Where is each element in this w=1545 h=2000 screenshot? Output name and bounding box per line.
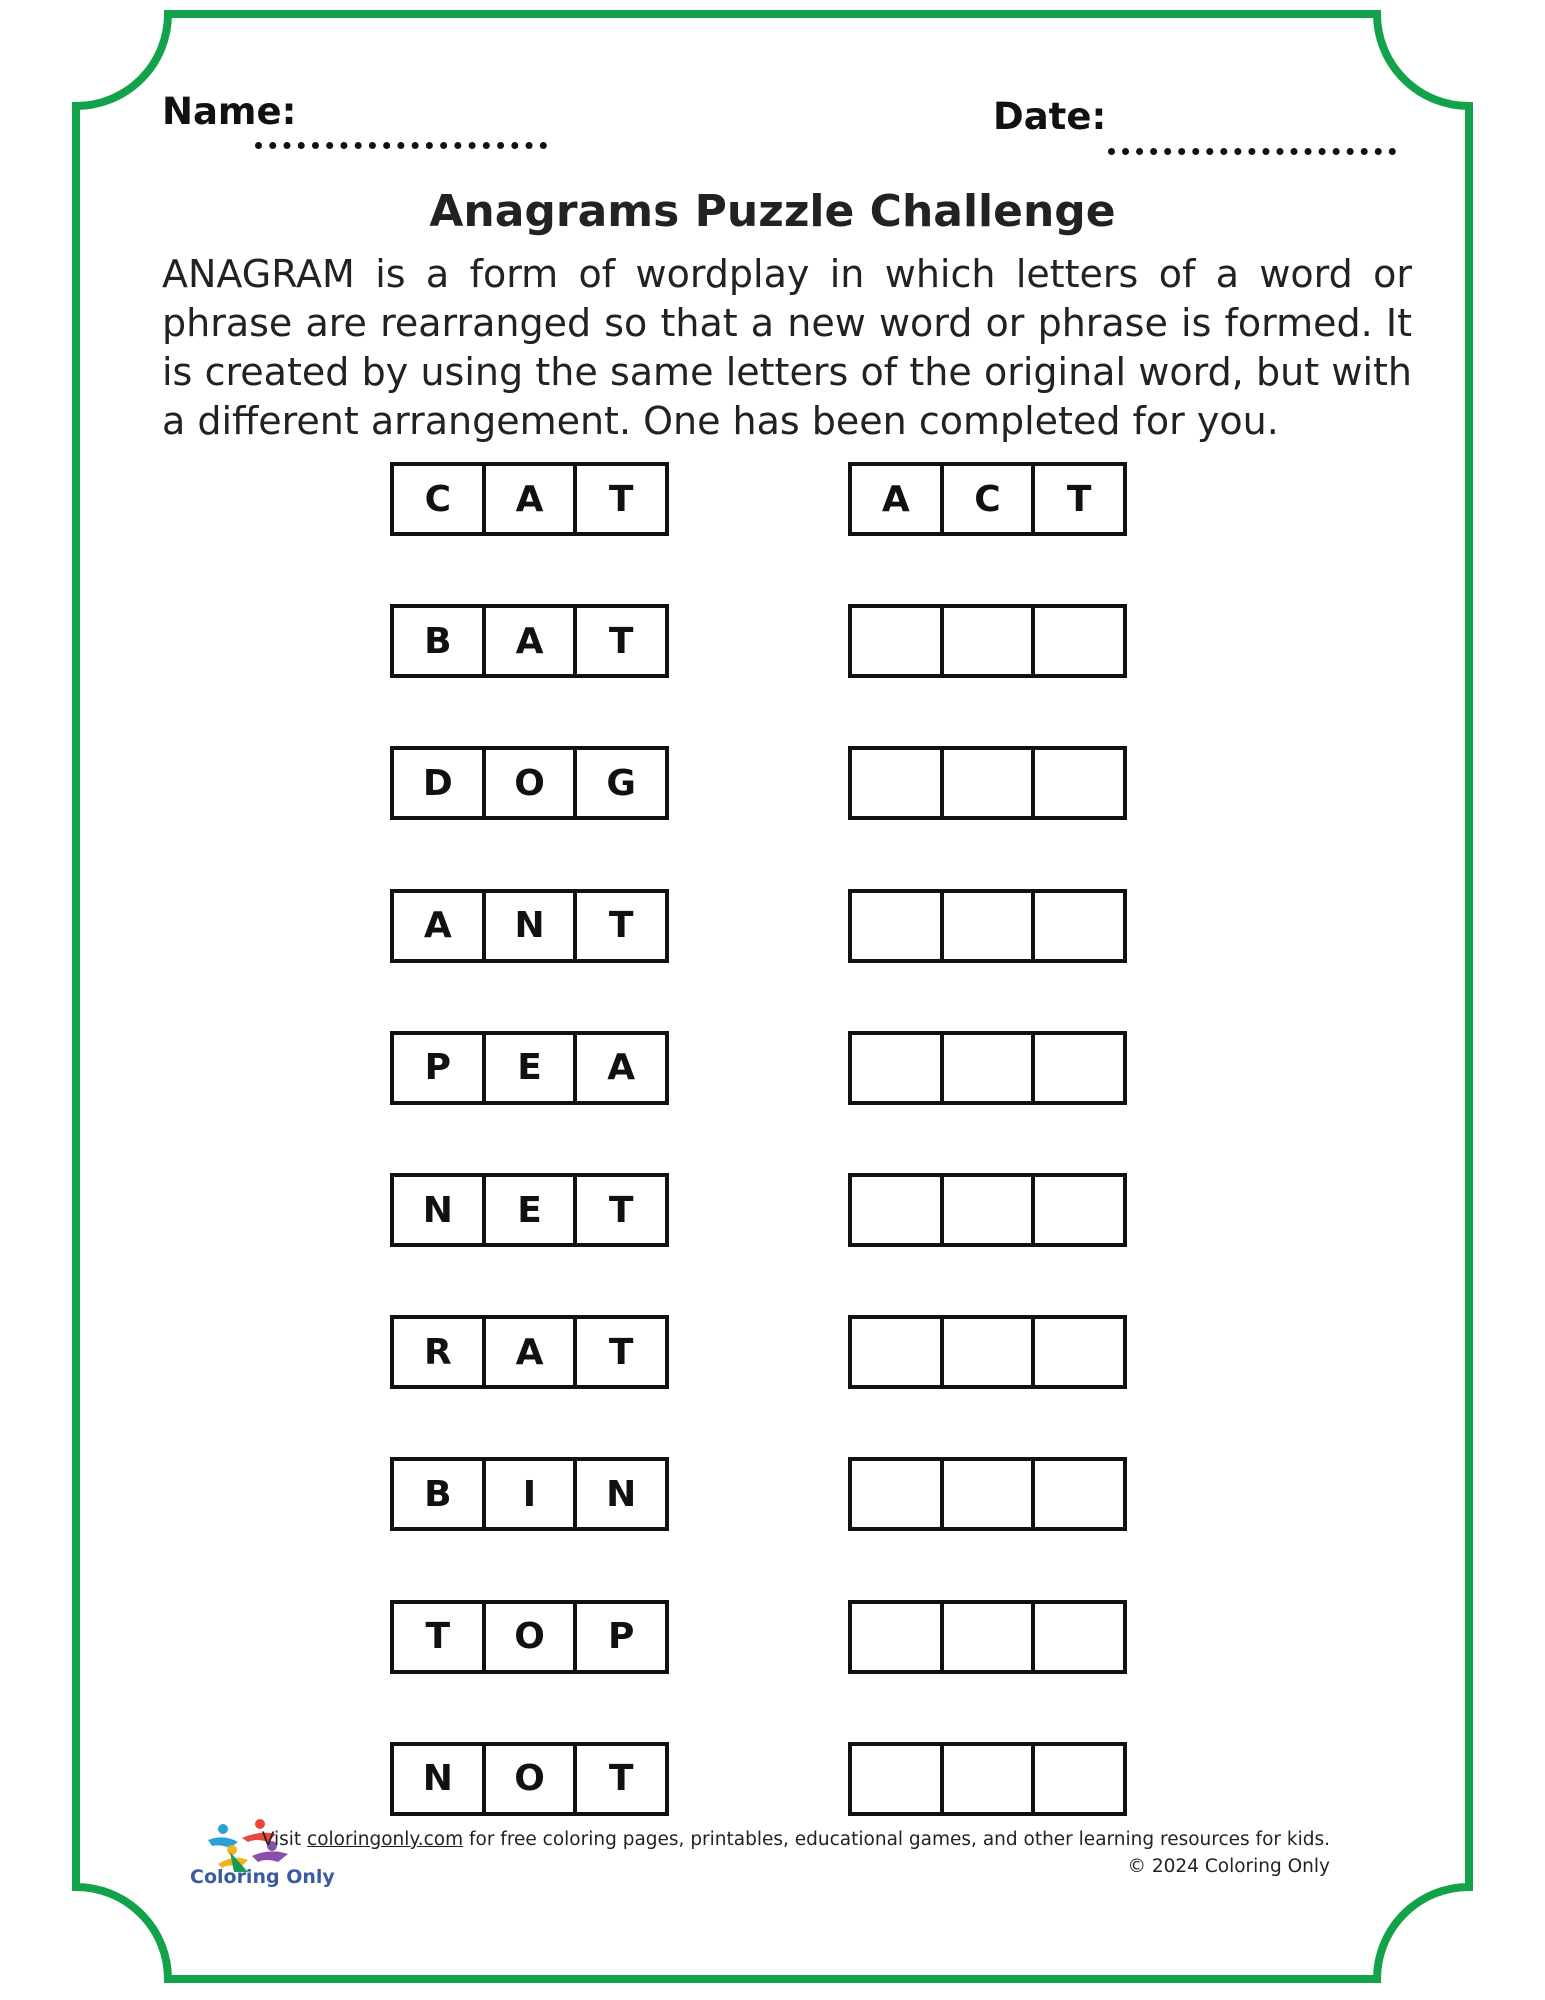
answer-cell[interactable]: [852, 1035, 940, 1101]
letter-cell: B: [424, 620, 452, 662]
answer-cell[interactable]: [1031, 750, 1123, 816]
answer-box: [848, 604, 1127, 678]
answer-cell[interactable]: C: [940, 466, 1032, 532]
answer-box: [848, 746, 1127, 820]
letter-cell: A: [482, 1319, 574, 1385]
name-label: Name:: [162, 90, 297, 133]
puzzle-row: [0, 1742, 1545, 1816]
answer-cell[interactable]: [1031, 1746, 1123, 1812]
answer-cell[interactable]: [852, 1746, 940, 1812]
word-box: [390, 746, 669, 820]
letter-cell: E: [482, 1035, 574, 1101]
letter-cell: D: [422, 762, 453, 804]
letter-cell: I: [482, 1461, 574, 1527]
letter-cell: C: [424, 478, 452, 520]
letter-cell: T: [573, 893, 665, 959]
answer-cell[interactable]: [852, 608, 940, 674]
answer-cell[interactable]: [852, 750, 940, 816]
letter-cell: N: [422, 1758, 453, 1800]
answer-cell[interactable]: [1031, 1319, 1123, 1385]
letter-cell: B: [424, 1473, 452, 1515]
word-box: [390, 889, 669, 963]
footer-prefix: Visit: [261, 1829, 308, 1850]
answer-box: [848, 1031, 1127, 1105]
answer-cell[interactable]: [940, 1177, 1032, 1243]
answer-cell[interactable]: [940, 893, 1032, 959]
date-line[interactable]: [1108, 148, 1396, 155]
site-link[interactable]: coloringonly.com: [307, 1829, 464, 1850]
answer-box: [848, 462, 1127, 536]
name-line[interactable]: [255, 142, 547, 149]
word-box: [390, 604, 669, 678]
letter-cell: O: [482, 1604, 574, 1670]
answer-cell[interactable]: [852, 1604, 940, 1670]
letter-cell: T: [573, 1319, 665, 1385]
letter-cell: N: [482, 893, 574, 959]
intro-paragraph: ANAGRAM is a form of wordplay in which letters of a word or phrase are rearranged so that a new word or phrase is formed. It is created by using the same letters of the original word, but with a different arrangement. One has been completed for you.: [162, 252, 1412, 443]
answer-cell[interactable]: [1031, 608, 1123, 674]
word-box: [390, 1173, 669, 1247]
letter-cell: E: [482, 1177, 574, 1243]
answer-cell[interactable]: [1031, 1177, 1123, 1243]
letter-cell: T: [573, 1746, 665, 1812]
letter-cell: A: [482, 608, 574, 674]
answer-cell[interactable]: [940, 1746, 1032, 1812]
answer-box: [848, 1315, 1127, 1389]
letter-cell: R: [423, 1331, 452, 1373]
letter-cell: G: [573, 750, 665, 816]
word-box: [390, 1031, 669, 1105]
letter-cell: A: [423, 905, 452, 947]
answer-box: [848, 1600, 1127, 1674]
answer-cell[interactable]: [852, 1461, 940, 1527]
logo-text: Coloring Only: [190, 1866, 335, 1888]
letter-cell: T: [573, 1177, 665, 1243]
word-box: [390, 1600, 669, 1674]
word-box: [390, 462, 669, 536]
answer-cell[interactable]: [940, 1319, 1032, 1385]
letter-cell: N: [422, 1189, 453, 1231]
puzzle-row: [0, 889, 1545, 963]
letter-cell: T: [425, 1616, 451, 1658]
word-box: [390, 1742, 669, 1816]
word-box: [390, 1315, 669, 1389]
answer-cell[interactable]: [1031, 1035, 1123, 1101]
footer-line-1: [262, 1826, 1330, 1853]
puzzle-row: [0, 1315, 1545, 1389]
letter-cell: O: [482, 750, 574, 816]
letter-cell: T: [573, 466, 665, 532]
footer: [262, 1826, 1330, 1880]
answer-box: [848, 1173, 1127, 1247]
answer-box: [848, 889, 1127, 963]
answer-cell[interactable]: [852, 1177, 940, 1243]
answer-cell[interactable]: [852, 893, 940, 959]
footer-copyright: © 2024 Coloring Only: [1127, 1856, 1330, 1877]
puzzle-row: [0, 1600, 1545, 1674]
answer-cell[interactable]: A: [881, 478, 910, 520]
puzzle-row: [0, 1173, 1545, 1247]
answer-cell[interactable]: [940, 1035, 1032, 1101]
letter-cell: O: [482, 1746, 574, 1812]
letter-cell: P: [424, 1047, 452, 1089]
letter-cell: T: [573, 608, 665, 674]
footer-suffix: for free coloring pages, printables, educational games, and other learning resources for kids.: [463, 1829, 1330, 1850]
letter-cell: A: [482, 466, 574, 532]
answer-cell[interactable]: [940, 750, 1032, 816]
letter-cell: A: [573, 1035, 665, 1101]
puzzle-row: [0, 746, 1545, 820]
answer-cell[interactable]: [940, 1461, 1032, 1527]
answer-cell[interactable]: [1031, 893, 1123, 959]
answer-cell[interactable]: [1031, 1461, 1123, 1527]
answer-cell[interactable]: [1031, 1604, 1123, 1670]
date-label: Date:: [993, 95, 1107, 138]
puzzle-row: [0, 1031, 1545, 1105]
letter-cell: N: [573, 1461, 665, 1527]
answer-box: [848, 1742, 1127, 1816]
answer-box: [848, 1457, 1127, 1531]
word-box: [390, 1457, 669, 1531]
puzzle-row: [0, 604, 1545, 678]
letter-cell: P: [573, 1604, 665, 1670]
puzzle-row: [0, 1457, 1545, 1531]
page-title: Anagrams Puzzle Challenge: [429, 186, 1116, 237]
answer-cell[interactable]: [940, 1604, 1032, 1670]
puzzle-row: [0, 462, 1545, 536]
answer-cell[interactable]: [852, 1319, 940, 1385]
answer-cell[interactable]: [940, 608, 1032, 674]
answer-cell[interactable]: T: [1031, 466, 1123, 532]
